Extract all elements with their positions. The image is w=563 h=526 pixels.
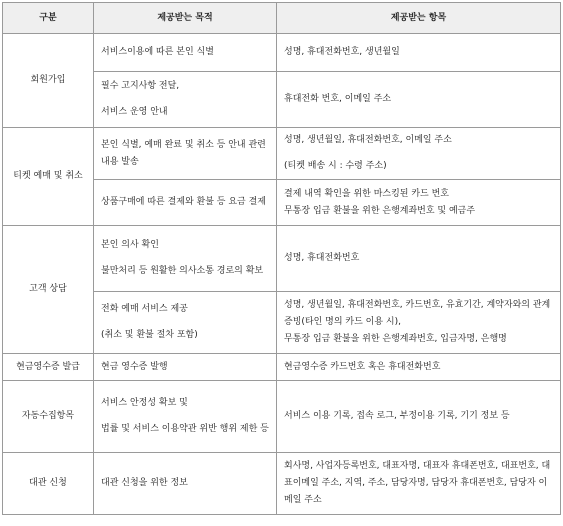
items-cell [277, 381, 561, 453]
purpose-text: 현금 영수증 발행 [101, 361, 168, 372]
purpose-text: 대관 신청을 위한 정보 [101, 478, 188, 488]
purpose-cell [94, 292, 277, 354]
table-row [3, 226, 561, 292]
purpose-text: 상품구매에 따른 결제와 환불 등 요금 결제 [101, 197, 266, 207]
table-row [3, 381, 561, 453]
items-text: 성명, 휴대전화번호, 생년월일 [284, 47, 400, 57]
items-text: 현금영수증 카드번호 혹은 휴대전화번호 [284, 361, 441, 372]
items-cell [277, 128, 561, 180]
items-text: 성명, 휴대전화번호 [284, 253, 360, 263]
items-cell [277, 72, 561, 128]
table-row [3, 128, 561, 180]
items-text: 서비스 이용 기록, 접속 로그, 부정이용 기록, 기기 정보 등 [284, 411, 510, 421]
header-purpose: 제공받는 목적 [94, 3, 277, 34]
purpose-cell [94, 381, 277, 453]
purpose-cell [94, 226, 277, 292]
items-cell [277, 354, 561, 381]
purpose-cell [94, 72, 277, 128]
purpose-text: 본인 식별, 예매 완료 및 취소 등 안내 관련 내용 발송 [101, 139, 266, 167]
items-text: 결제 내역 확인을 위한 마스킹된 카드 번호 [284, 188, 449, 199]
table-row [3, 354, 561, 381]
items-text: 성명, 생년월일, 휴대전화번호, 이메일 주소 [284, 135, 452, 145]
purpose-cell [94, 34, 277, 72]
purpose-cell [94, 354, 277, 381]
purpose-text: 전화 예매 서비스 제공 [101, 304, 188, 314]
category-cell: 현금영수증 발급 [3, 354, 94, 381]
category-cell: 고객 상담 [3, 226, 94, 354]
purpose-text: 법률 및 서비스 이용약관 위반 행위 제한 등 [101, 424, 269, 434]
category-cell: 티켓 예매 및 취소 [3, 128, 94, 226]
purpose-text: 서비스 운영 안내 [101, 107, 168, 117]
purpose-text: 서비스 안정성 확보 및 [101, 398, 188, 408]
table-row [3, 453, 561, 515]
header-items: 제공받는 항목 [277, 3, 561, 34]
category-cell: 자동수집항목 [3, 381, 94, 453]
purpose-text: 불만처리 등 원활한 의사소통 경로의 확보 [101, 266, 264, 276]
header-category: 구분 [3, 3, 94, 34]
purpose-text: 본인 의사 확인 [101, 240, 159, 250]
items-text: 휴대전화 번호, 이메일 주소 [284, 94, 392, 104]
items-cell [277, 453, 561, 515]
purpose-cell [94, 180, 277, 226]
items-cell [277, 292, 561, 354]
purpose-text: 필수 고지사항 전달, [101, 81, 180, 91]
purpose-cell [94, 128, 277, 180]
items-cell [277, 180, 561, 226]
items-cell [277, 226, 561, 292]
items-text: (티켓 배송 시 : 수령 주소) [284, 161, 387, 171]
items-text: 무통장 입금 환불을 위한 은행계좌번호, 입금자명, 은행명 [284, 334, 507, 344]
category-cell: 회원가입 [3, 34, 94, 128]
items-text: 성명, 생년월일, 휴대전화번호, 카드번호, 유효기간, 계약자와의 관계 증빙(타인 명의 카드 이용 시), [284, 300, 551, 327]
table-header-row [3, 3, 561, 34]
table-row [3, 34, 561, 72]
purpose-text: (취소 및 환불 절차 포함) [101, 330, 198, 340]
privacy-info-table [2, 2, 561, 515]
items-text: 무통장 입금 환불을 위한 은행계좌번호 및 예금주 [284, 205, 476, 216]
items-cell [277, 34, 561, 72]
purpose-text: 서비스이용에 따른 본인 식별 [101, 47, 214, 57]
purpose-cell [94, 453, 277, 515]
category-cell: 대관 신청 [3, 453, 94, 515]
items-text: 회사명, 사업자등록번호, 대표자명, 대표자 휴대폰번호, 대표번호, 대표이메일 주소, 지역, 주소, 담당자명, 담당자 휴대폰번호, 담당자 이메일 주소 [284, 461, 551, 505]
